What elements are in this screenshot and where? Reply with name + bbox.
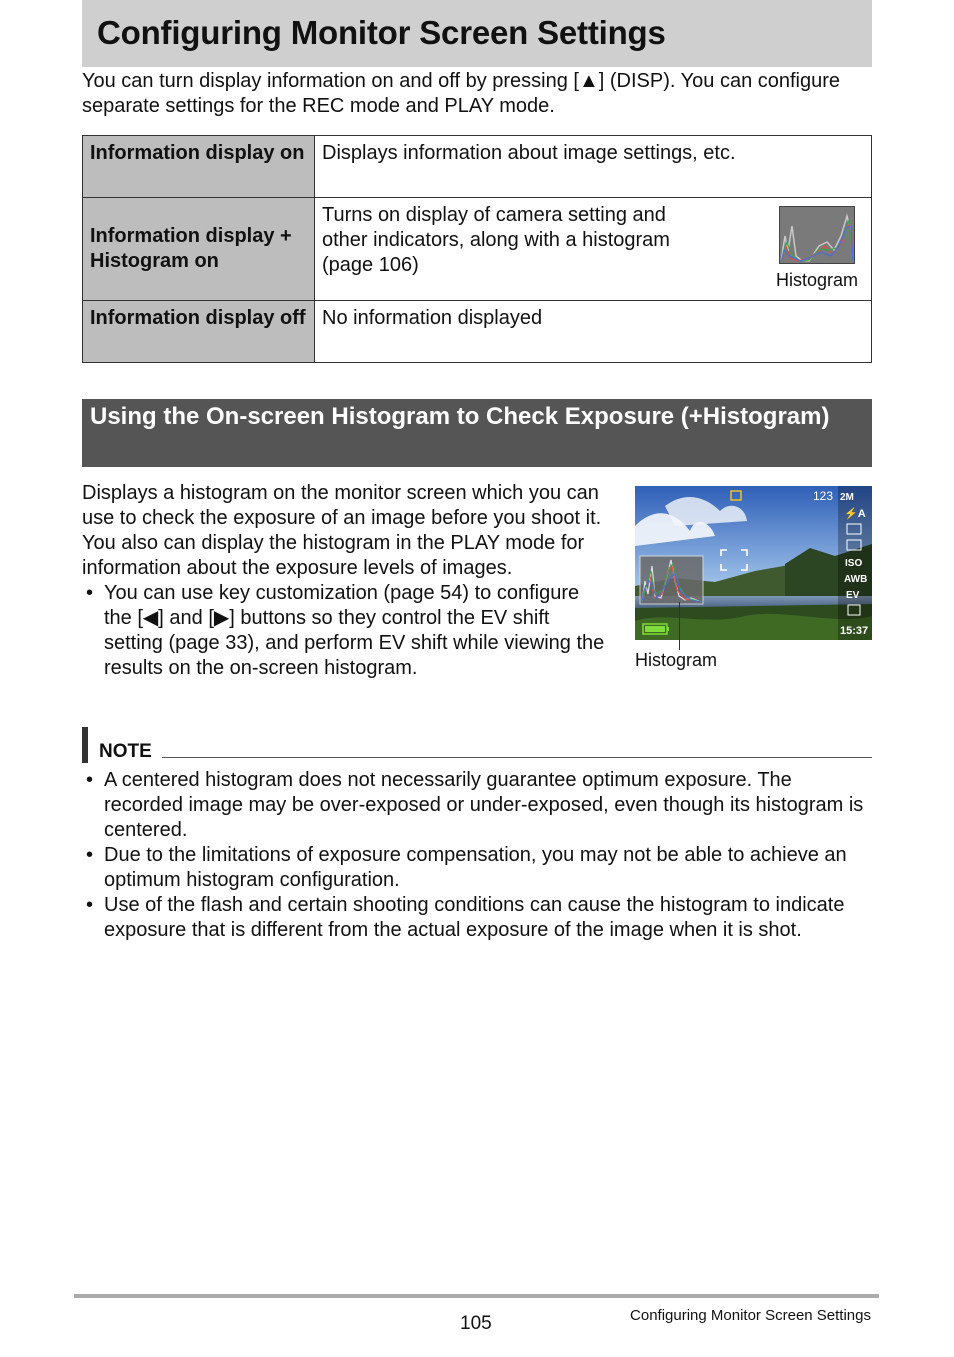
ev-icon: EV xyxy=(846,590,860,601)
histogram-caption: Histogram xyxy=(775,270,859,290)
histogram-caption: Histogram xyxy=(635,650,718,670)
running-footer-title: Configuring Monitor Screen Settings xyxy=(630,1307,871,1324)
callout-line xyxy=(679,602,680,650)
table-row xyxy=(83,136,872,198)
row-description-cell xyxy=(315,198,872,301)
bullet-marker: • xyxy=(86,582,94,604)
section-heading: Using the On-screen Histogram to Check Exposure (+Histogram) xyxy=(90,403,830,430)
table-row xyxy=(83,301,872,363)
list-item xyxy=(82,893,872,943)
note-list xyxy=(82,768,872,943)
page-number: 105 xyxy=(460,1313,492,1334)
list-item xyxy=(82,581,607,681)
bullet-marker: • xyxy=(86,844,94,866)
bullet-marker: • xyxy=(86,894,94,916)
note-text: Use of the flash and certain shooting conditions can cause the histogram to indicate exposure that is different from the actual exposure of the image when it is shot. xyxy=(104,894,845,941)
bullet-text: You can use key customization (page 54) to configure the [◀] and [▶] buttons so they control the EV shift setting (page 33), and perform EV shift while viewing the results on the on-screen histogram. xyxy=(104,582,605,679)
histogram-graph-icon xyxy=(779,206,855,264)
white-balance-icon: AWB xyxy=(844,574,868,585)
list-item xyxy=(82,843,872,893)
on-screen-histogram xyxy=(640,556,703,604)
row-label: Information display + Histogram on xyxy=(83,198,315,301)
iso-icon: ISO xyxy=(845,558,863,569)
note-text: Due to the limitations of exposure compensation, you may not be able to achieve an optimum histogram configuration. xyxy=(104,844,847,891)
table-row xyxy=(83,198,872,301)
camera-screen-image xyxy=(635,486,872,640)
flash-icon: ⚡A xyxy=(844,508,866,520)
note-label: NOTE xyxy=(99,741,152,762)
section-paragraph: Displays a histogram on the monitor screen which you can use to check the exposure of an image before you shoot it. You also can display the histogram in the PLAY mode for information about the exposure levels of images. xyxy=(82,482,602,579)
bullet-marker: • xyxy=(86,769,94,791)
histogram-thumbnail xyxy=(772,206,862,293)
shot-counter: 123 xyxy=(813,489,834,503)
note-accent-bar xyxy=(82,727,88,763)
row-description: Turns on display of camera setting and other indicators, along with a histogram (page 106) xyxy=(322,204,670,276)
row-description: No information displayed xyxy=(315,301,872,363)
row-label: Information display on xyxy=(83,136,315,198)
page-title-bar xyxy=(82,0,872,67)
row-label: Information display off xyxy=(83,301,315,363)
clock-time: 15:37 xyxy=(840,625,869,637)
list-item xyxy=(82,768,872,843)
section-heading-bar xyxy=(82,399,872,467)
image-size-icon: 2M xyxy=(840,492,854,503)
note-text: A centered histogram does not necessarily guarantee optimum exposure. The recorded image may be over-exposed or under-exposed, even though its histogram is centered. xyxy=(104,769,864,841)
display-settings-table xyxy=(82,135,872,363)
page-title: Configuring Monitor Screen Settings xyxy=(97,14,666,51)
monitor-screen-figure xyxy=(635,486,872,670)
note-header xyxy=(82,727,872,763)
note-divider xyxy=(162,757,872,758)
intro-paragraph: You can turn display information on and off by pressing [▲] (DISP). You can configure separate settings for the REC mode and PLAY mode. xyxy=(82,70,841,117)
section-body xyxy=(82,481,607,681)
row-description: Displays information about image settings, etc. xyxy=(315,136,872,198)
footer-divider xyxy=(74,1294,879,1298)
